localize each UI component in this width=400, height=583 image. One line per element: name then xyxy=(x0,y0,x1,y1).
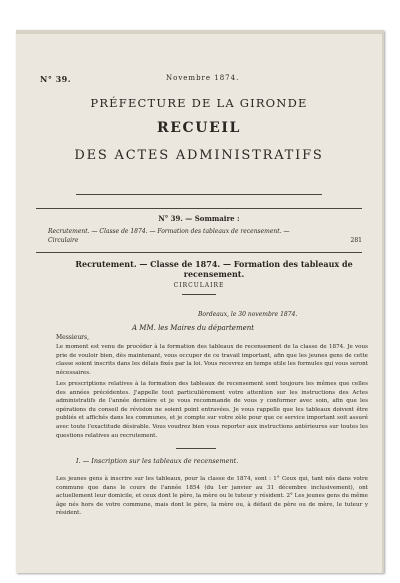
prefecture-title: PRÉFECTURE DE LA GIRONDE xyxy=(90,96,308,110)
sommaire-top-rule xyxy=(36,208,362,209)
page-edge xyxy=(16,30,382,34)
paragraph-3: Les jeunes gens à inscrire sur les tableaux, pour la classe de 1874, sont : 1° Ceux qui, tant nés dans votre commune que dans le cours de l'année 1854 (du 1er janvier au 31 décembre inclusivement), ont actuellement leur domicile, et ceux dont le père, la mère ou le tuteur y résident. 2° Les jeunes gens du même âge nés hors de votre commune, mais dont le père, la mère ou, à défaut de père ou de mère, le tuteur y résident. xyxy=(56,476,368,517)
circulaire-label: CIRCULAIRE xyxy=(173,282,225,289)
sommaire-line-2: Circulaire xyxy=(48,237,79,244)
section-title: Recrutement. — Classe de 1874. — Formation des tableaux de recensement. xyxy=(75,259,353,279)
sommaire-page-number: 281 xyxy=(350,237,362,244)
actes-title: DES ACTES ADMINISTRATIFS xyxy=(74,148,324,163)
issue-number: N° 39. xyxy=(40,74,72,84)
issue-date: Novembre 1874. xyxy=(166,74,240,82)
sommaire-bottom-rule xyxy=(36,252,362,253)
sommaire-heading: N° 39. — Sommaire : xyxy=(158,214,240,223)
document-page xyxy=(16,30,384,573)
sommaire-line-1: Recrutement. — Classe de 1874. — Formation des tableaux de recensement. — xyxy=(48,228,290,235)
letter-date: Bordeaux, le 30 novembre 1874. xyxy=(198,311,298,318)
letter-address: A MM. les Maires du département xyxy=(132,324,255,332)
circulaire-rule xyxy=(182,294,216,295)
title-rule xyxy=(76,194,322,195)
paragraph-2: Les prescriptions relatives à la formation des tableaux de recensement sont toujours les mêmes que celles des années précédentes. J'appelle tout particulièrement votre attention sur les instructions des Actes administratifs de l'année dernière et je vous recommande de vous y conformer avec soin, afin que les opérations du conseil de révision ne soient point entravées. Je vous rappelle que les tableaux doivent être publiés et affichés dans les communes, et je compte sur votre zèle pour que ce service important soit assuré avec toute l'exactitude désirable. Vous voudrez bien vous reporter aux instructions antérieures sur toutes les questions relatives au recrutement. xyxy=(56,381,368,439)
section-divider xyxy=(176,448,216,449)
subsection-heading: I. — Inscription sur les tableaux de recensement. xyxy=(76,457,239,465)
paragraph-1: Le moment est venu de procéder à la formation des tableaux de recensement de la classe de 1874. Je vous prie de vouloir bien, dès maintenant, vous occuper de ce travail important, afin que les jeunes gens de cette classe soient inscrits dans les délais fixés par la loi. Vous recevrez en temps utile les formules qui vous seront nécessaires. xyxy=(56,344,368,376)
letter-salutation: Messieurs, xyxy=(56,334,90,341)
sommaire-text xyxy=(48,227,366,245)
recueil-title: RECUEIL xyxy=(157,120,241,136)
